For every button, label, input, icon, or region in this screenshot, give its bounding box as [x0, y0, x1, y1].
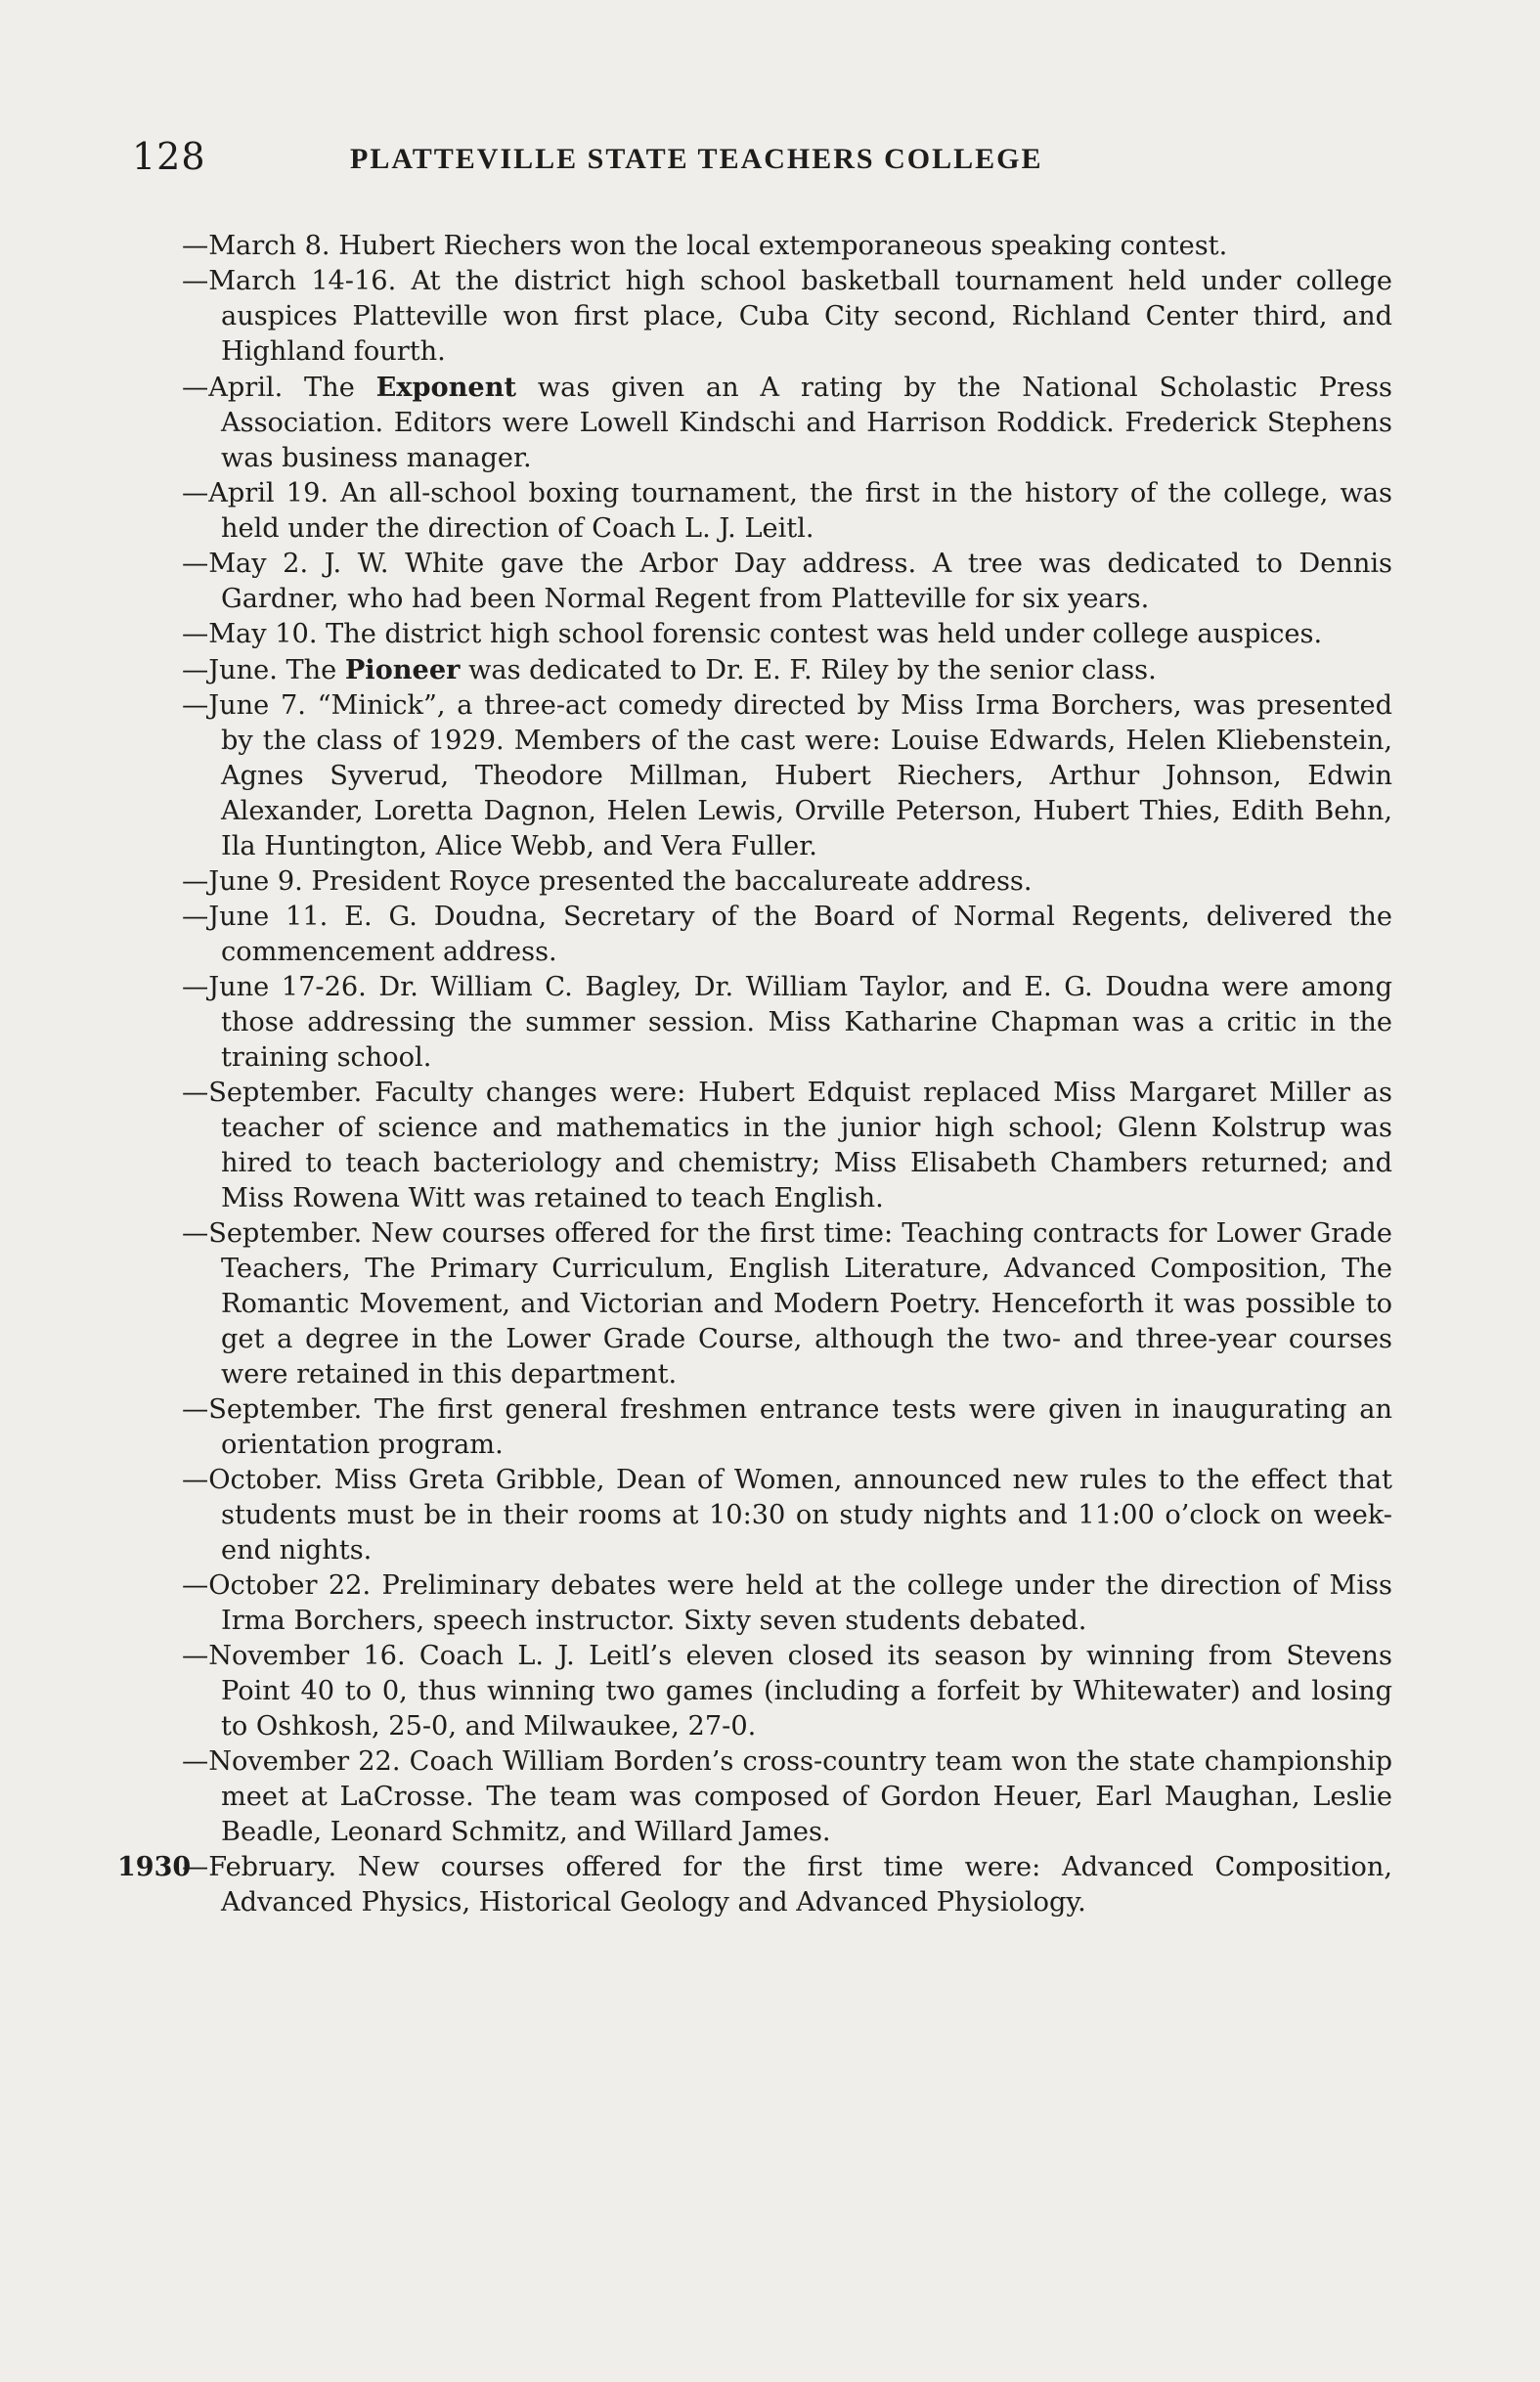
- entry-june-pioneer: [182, 652, 1392, 688]
- entry-1930-february: [117, 1850, 1392, 1920]
- entry-september-tests: —September. The first general freshmen entrance tests were given in inaugurating an orientation program.: [182, 1394, 1392, 1460]
- entry-march-14-16: —March 14-16. At the district high school basketball tournament held under college auspices Platteville won first place, Cuba City second, Richland Center third, and Highland fourth.: [182, 266, 1392, 367]
- entry-october: —October. Miss Greta Gribble, Dean of Women, announced new rules to the effect that students must be in their rooms at 10:30 on study nights and 11:00 o’clock on week-end nights.: [182, 1465, 1392, 1566]
- entry-text-post: was given an A rating by the National Scholastic Press Association. Editors were Lowell Kindschi and Harrison Roddick. Frederick Stephens was business manager.: [221, 373, 1392, 473]
- entry-june-9: —June 9. President Royce presented the baccalureate address.: [182, 866, 1033, 897]
- entry-november-16: —November 16. Coach L. J. Leitl’s eleven closed its season by winning from Stevens Point 40 to 0, thus winning two games (including a forfeit by Whitewater) and losing to Oshkosh, 25-0, and Milwaukee, 27-0.: [182, 1641, 1392, 1742]
- entry-april-exponent: [182, 370, 1392, 476]
- chronology-entries: [117, 229, 1392, 1920]
- entry-september-faculty: —September. Faculty changes were: Hubert Edquist replaced Miss Margaret Miller as teacher of science and mathematics in the junior high school; Glenn Kolstrup was hired to teach bacteriology and chemistry; Miss Elisabeth Chambers returned; and Miss Rowena Witt was retained to teach English.: [182, 1078, 1392, 1213]
- publication-name-exponent: Exponent: [375, 372, 517, 403]
- page-header: [132, 135, 1393, 184]
- entry-may-10: —May 10. The district high school forensic contest was held under college auspices.: [182, 619, 1323, 649]
- entry-november-22: —November 22. Coach William Borden’s cross-country team won the state championship meet at LaCrosse. The team was composed of Gordon Heuer, Earl Maughan, Leslie Beadle, Leonard Schmitz, and Willard James.: [182, 1746, 1392, 1847]
- entry-september-courses: —September. New courses offered for the first time: Teaching contracts for Lower Grade Teachers, The Primary Curriculum, English Literature, Advanced Composition, The Romantic Movement, and Victorian and Modern Poetry. Henceforth it was possible to get a degree in the Lower Grade Course, although the two- and three-year courses were retained in this department.: [182, 1218, 1392, 1390]
- entry-text-pre: —April. The: [182, 373, 376, 403]
- page-number: 128: [132, 135, 206, 178]
- entry-june-17-26: —June 17-26. Dr. William C. Bagley, Dr. William Taylor, and E. G. Doudna were among those addressing the summer session. Miss Katharine Chapman was a critic in the training school.: [182, 972, 1392, 1073]
- entry-text-pre: —June. The: [182, 655, 345, 685]
- entry-june-11: —June 11. E. G. Doudna, Secretary of the Board of Normal Regents, delivered the commencement address.: [182, 902, 1392, 967]
- entry-june-7: —June 7. “Minick”, a three-act comedy directed by Miss Irma Borchers, was presented by the class of 1929. Members of the cast were: Louise Edwards, Helen Kliebenstein, Agnes Syverud, Theodore Millman, Hubert Riechers, Arthur Johnson, Edwin Alexander, Loretta Dagnon, Helen Lewis, Orville Peterson, Hubert Thies, Edith Behn, Ila Huntington, Alice Webb, and Vera Fuller.: [182, 690, 1392, 861]
- year-marker: 1930: [117, 1852, 192, 1882]
- entry-april-19: —April 19. An all-school boxing tournament, the first in the history of the college, was held under the direction of Coach L. J. Leitl.: [182, 478, 1392, 544]
- entry-may-2: —May 2. J. W. White gave the Arbor Day address. A tree was dedicated to Dennis Gardner, who had been Normal Regent from Platteville for six years.: [182, 549, 1392, 614]
- entry-october-22: —October 22. Preliminary debates were held at the college under the direction of Miss Irma Borchers, speech instructor. Sixty seven students debated.: [182, 1570, 1392, 1636]
- entry-text: —February. New courses offered for the first time were: Advanced Composition, Advanced Physics, Historical Geology and Advanced Physiology.: [182, 1852, 1392, 1918]
- entry-march-8: —March 8. Hubert Riechers won the local extemporaneous speaking contest.: [182, 231, 1228, 261]
- entry-text-post: was dedicated to Dr. E. F. Riley by the senior class.: [460, 655, 1157, 685]
- running-title: PLATTEVILLE STATE TEACHERS COLLEGE: [350, 143, 1043, 175]
- publication-name-pioneer: Pioneer: [344, 654, 461, 685]
